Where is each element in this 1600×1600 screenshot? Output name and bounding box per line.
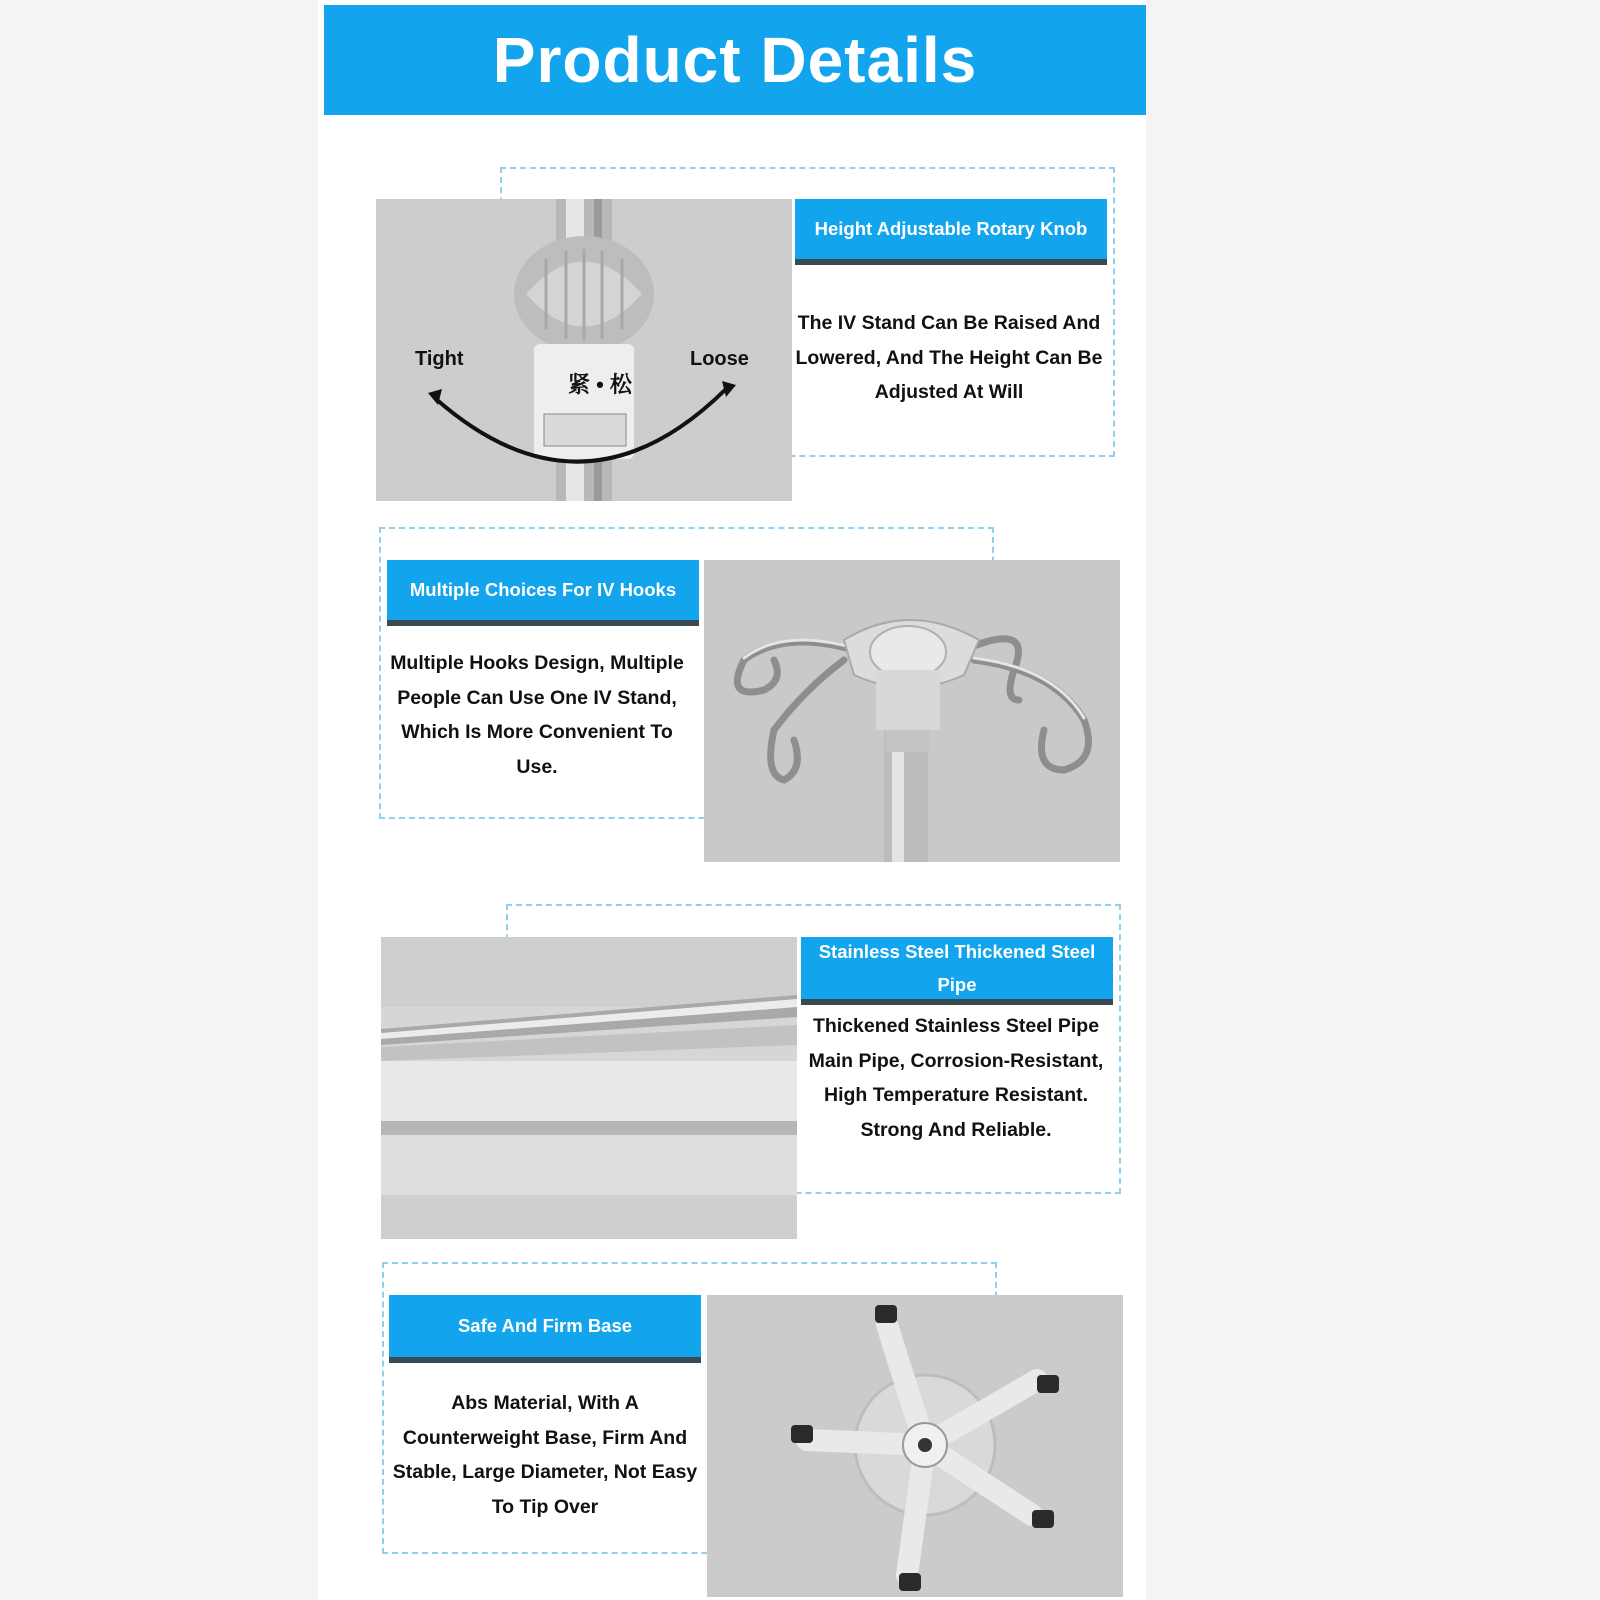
iv-hooks-image	[704, 560, 1120, 862]
steel-pipe-illustration	[381, 937, 797, 1239]
section-1-description: The IV Stand Can Be Raised And Lowered, And The Height Can Be Adjusted At Will	[795, 312, 1103, 403]
section-2-description: Multiple Hooks Design, Multiple People Can Use One IV Stand, Which Is More Convenient To Use.	[390, 652, 684, 778]
knob-label: 紧 • 松	[568, 372, 632, 397]
section-3-description: Thickened Stainless Steel Pipe Main Pipe, Corrosion-Resistant, High Temperature Resistant. Strong And Reliable.	[808, 1015, 1104, 1141]
section-2-tag: Multiple Choices For IV Hooks	[387, 560, 699, 620]
steel-pipe-image	[381, 937, 797, 1239]
iv-hooks-illustration	[704, 560, 1120, 862]
section-4-description: Abs Material, With A Counterweight Base, Firm And Stable, Large Diameter, Not Easy To Tip Over	[392, 1392, 698, 1518]
section-1-tag: Height Adjustable Rotary Knob	[795, 199, 1107, 259]
section-3-tag: Stainless Steel Thickened Steel Pipe	[801, 937, 1113, 999]
loose-label: Loose	[690, 348, 749, 370]
wheeled-base-image	[707, 1295, 1123, 1597]
wheeled-base-illustration	[707, 1295, 1123, 1597]
section-4-tag: Safe And Firm Base	[389, 1295, 701, 1357]
page-title: Product Details	[324, 5, 1146, 115]
tight-label: Tight	[415, 348, 464, 370]
